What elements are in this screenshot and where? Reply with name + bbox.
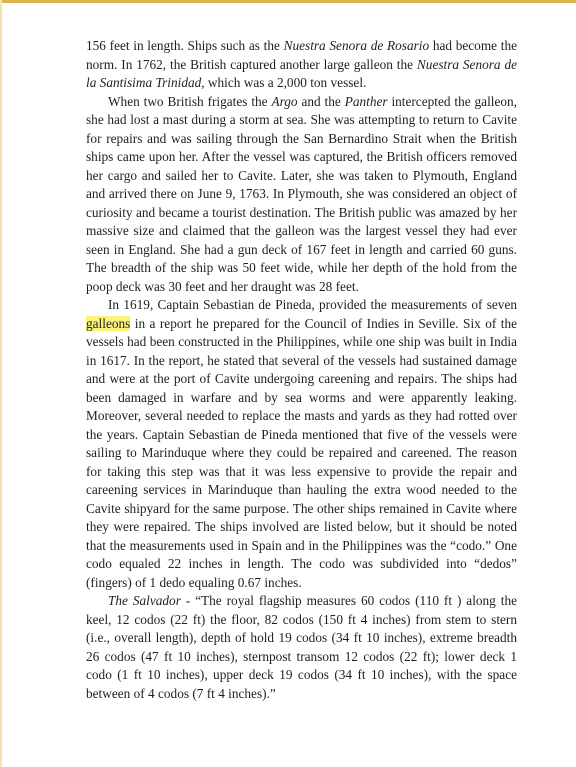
body-text: [86, 37, 517, 703]
paragraph-2: [86, 93, 517, 297]
paragraph-1: [86, 37, 517, 93]
ship-name-italic: Panther: [344, 93, 388, 109]
ship-name-italic: Nuestra Senora de Rosario: [283, 38, 430, 53]
paragraph-3: [86, 296, 517, 592]
text-run: , which was a 2,000 ton vessel.: [201, 75, 367, 90]
text-run: in a report he prepared for the Council of Indies in Seville. Six of the vessels had been constructed in the Philippines, while one ship was built in India in 1617. In the report, he stated that several of the vessels had sustained damage and were at the port of Cavite undergoing careening and repairs. The ships had been damaged in warfare and by sea worms and were apparently leaking. Moreover, several needed to replace the masts and yards as they had rotted over the years. Captain Sebastian de Pineda mentioned that five of the vessels were sailing to Marinduque where they could be repaired and careened. The reason for taking this step was that it was less expensive to provide the repair and careening services in Marinduque than hauling the extra wood needed to the Cavite shipyard for the same purpose. The other ships remained in Cavite where they were repaired. The ships involved are listed below, but it should be noted that the measurements used in Spain and in the Philippines was the “codo.” One codo equaled 22 inches in length. The codo was subdivided into “dedos” (fingers) of 1 dedo equaling 0.67 inches.: [86, 315, 517, 590]
text-run: and the: [297, 93, 345, 109]
ship-name-italic: Argo: [271, 93, 298, 109]
page-left-edge: [0, 0, 2, 767]
text-run: intercepted the galleon, she had lost a mast during a storm at sea. She was attempting to return to Cavite for repairs and was sailing through the San Bernardino Strait when the British ships came upon her. After the vessel was captured, the British officers removed her cargo and sailed her to Cavite. Later, she was taken to Plymouth, England and arrived there on June 9, 1763. In Plymouth, she was considered an object of curiosity and became a tourist destination. The British public was amazed by her massive size and claimed that the galleon was the largest vessel they had ever seen in England. She had a gun deck of 167 feet in length and carried 60 guns. The breadth of the ship was 50 feet wide, while her depth of the hold from the poop deck was 30 feet and her draught was 28 feet.: [86, 93, 517, 294]
text-run: 156 feet in length. Ships such as the: [86, 38, 284, 53]
text-run: In 1619, Captain Sebastian de Pineda, provided the measurements of seven: [108, 297, 517, 312]
page-top-rule: [0, 0, 576, 3]
text-run: - “The royal flagship measures 60 codos (110 ft ) along the keel, 12 codos (22 ft) the floor, 82 codos (150 ft 4 inches) from stem to stern (i.e., overall length), depth of hold 19 codos (34 ft 10 inches), extreme breadth 26 codos (47 ft 10 inches), sternpost transom 12 codos (22 ft); lower deck 1 codo (1 ft 10 inches), upper deck 19 codos (34 ft 10 inches), with the space between of 4 codos (7 ft 4 inches).”: [86, 593, 517, 701]
text-run: had become the norm. In 1762, the British captured another large galleon the: [86, 38, 517, 72]
ship-name-italic: Nuestra Senora de la Santisima Trinidad: [86, 56, 517, 90]
paragraph-4: [86, 592, 517, 703]
text-run: When two British frigates the: [108, 93, 272, 109]
highlighted-word[interactable]: galleons: [86, 315, 131, 331]
ship-name-italic: The Salvador: [108, 593, 181, 608]
